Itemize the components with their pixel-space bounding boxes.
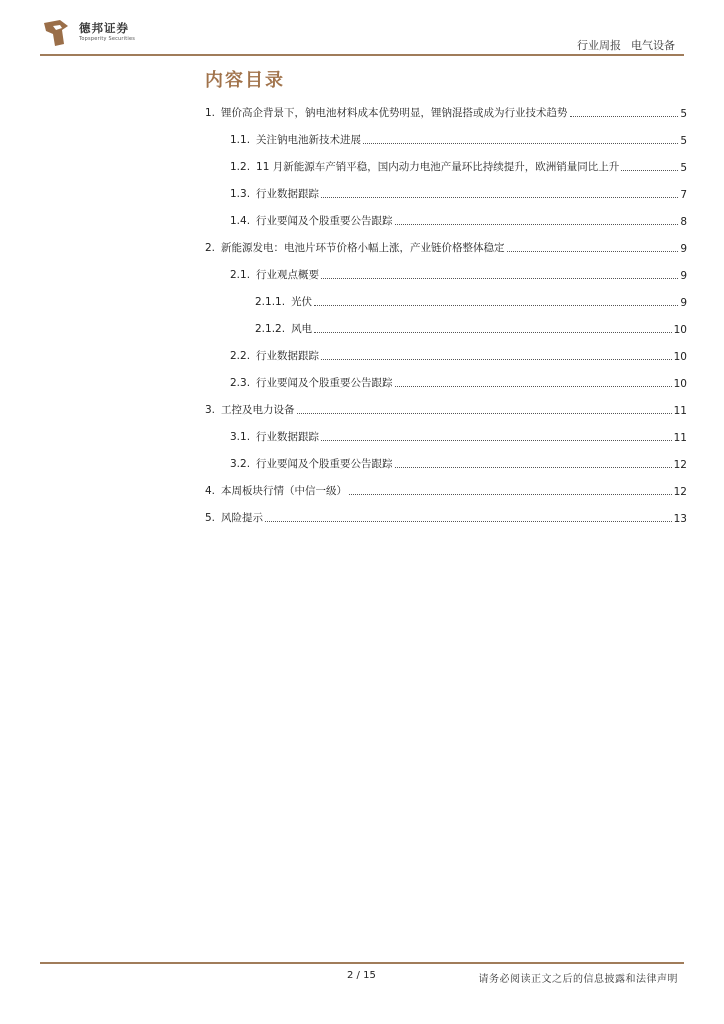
toc-entry-number: 1.3. [230, 188, 251, 200]
toc-entry-text: 本周板块行情（中信一级） [221, 485, 348, 497]
toc-entry-label [255, 321, 312, 336]
toc-entry[interactable] [205, 320, 687, 336]
toc-entry-text: 风险提示 [221, 512, 264, 524]
toc-entry-number: 5. [205, 512, 216, 524]
toc-entry[interactable] [205, 104, 687, 120]
toc-entry-number: 2.3. [230, 377, 251, 389]
toc-entry-text: 行业观点概要 [256, 269, 320, 281]
toc-leader-dots [321, 278, 678, 279]
toc-entry-page: 10 [673, 324, 687, 336]
toc-leader-dots [395, 467, 672, 468]
toc-entry-page: 13 [673, 513, 687, 525]
toc-entry[interactable] [205, 401, 687, 417]
toc-entry-text: 锂价高企背景下，钠电池材料成本优势明显，锂钠混搭或成为行业技术趋势 [221, 107, 568, 119]
toc-entry-label [205, 510, 263, 525]
toc-entry-label [205, 483, 347, 498]
toc-entry[interactable] [205, 239, 687, 255]
toc-entry-text: 新能源发电：电池片环节价格小幅上涨，产业链价格整体稳定 [221, 242, 505, 254]
toc-leader-dots [349, 494, 672, 495]
toc-entry[interactable] [205, 428, 687, 444]
sector-name: 电气设备 [631, 39, 675, 52]
toc-entry-text: 风电 [291, 323, 313, 335]
toc-entry-number: 2.2. [230, 350, 251, 362]
toc-leader-dots [395, 386, 672, 387]
toc-leader-dots [570, 116, 679, 117]
toc-entry-page: 5 [680, 135, 687, 147]
toc-entry-number: 2.1.2. [255, 323, 286, 335]
toc-entry-label [230, 159, 619, 174]
page-number: 2 / 15 [347, 970, 376, 981]
toc-entry-number: 2.1.1. [255, 296, 286, 308]
company-logo-mark-icon [40, 17, 72, 49]
toc-leader-dots [321, 359, 672, 360]
toc-entry-label [230, 429, 319, 444]
toc-entry-text: 行业数据跟踪 [256, 350, 320, 362]
toc-entry-page: 9 [680, 243, 687, 255]
toc-entry[interactable] [205, 212, 687, 228]
report-type: 行业周报 [577, 39, 621, 52]
toc-entry-page: 11 [673, 432, 687, 444]
toc-entry[interactable] [205, 509, 687, 525]
toc-title: 内容目录 [205, 70, 285, 91]
toc-entry-page: 5 [680, 162, 687, 174]
toc-entry-label [230, 267, 319, 282]
toc-entry-number: 1.1. [230, 134, 251, 146]
toc-entry-page: 12 [673, 486, 687, 498]
toc-leader-dots [363, 143, 678, 144]
company-logo [40, 17, 160, 49]
toc-entry-page: 11 [673, 405, 687, 417]
toc-leader-dots [314, 332, 672, 333]
toc-entry-text: 行业要闻及个股重要公告跟踪 [256, 458, 393, 470]
footer-divider [40, 962, 684, 964]
toc-entry-text: 行业要闻及个股重要公告跟踪 [256, 215, 393, 227]
toc-entry-number: 4. [205, 485, 216, 497]
toc-entry-number: 1.4. [230, 215, 251, 227]
report-header-info [567, 37, 675, 53]
company-name-cn: 德邦证券 [79, 21, 129, 35]
toc-entry[interactable] [205, 185, 687, 201]
toc-leader-dots [321, 440, 672, 441]
toc-leader-dots [621, 170, 678, 171]
toc-entry[interactable] [205, 482, 687, 498]
toc-entry-text: 行业数据跟踪 [256, 188, 320, 200]
header-divider [40, 54, 684, 56]
toc-entry-number: 2. [205, 242, 216, 254]
toc-entry-label [230, 456, 393, 471]
toc-entry-page: 12 [673, 459, 687, 471]
toc-entry-label [230, 186, 319, 201]
toc-entry-page: 9 [680, 297, 687, 309]
toc-entry-number: 3. [205, 404, 216, 416]
toc-entry-label [230, 213, 393, 228]
toc-leader-dots [265, 521, 672, 522]
toc-entry[interactable] [205, 374, 687, 390]
toc-entry-text: 行业要闻及个股重要公告跟踪 [256, 377, 393, 389]
toc-entry-text: 11 月新能源车产销平稳，国内动力电池产量环比持续提升，欧洲销量同比上升 [256, 161, 620, 173]
toc-leader-dots [314, 305, 678, 306]
toc-leader-dots [297, 413, 672, 414]
toc-entry-number: 2.1. [230, 269, 251, 281]
toc-entry-text: 光伏 [291, 296, 313, 308]
toc-entry-page: 5 [680, 108, 687, 120]
toc-entry-label [205, 240, 505, 255]
toc-entry-text: 关注钠电池新技术进展 [256, 134, 362, 146]
toc-entry-label [230, 348, 319, 363]
toc-entry-number: 1. [205, 107, 216, 119]
toc-entry-label [205, 105, 568, 120]
toc-entry-page: 10 [673, 351, 687, 363]
toc-entry[interactable] [205, 266, 687, 282]
legal-disclaimer: 请务必阅读正文之后的信息披露和法律声明 [478, 974, 678, 985]
toc-leader-dots [395, 224, 679, 225]
toc-leader-dots [321, 197, 678, 198]
toc-entry-label [255, 294, 312, 309]
toc-entry[interactable] [205, 293, 687, 309]
toc-entry-number: 3.1. [230, 431, 251, 443]
toc-entry-page: 9 [680, 270, 687, 282]
toc-entry-label [205, 402, 295, 417]
toc-entry[interactable] [205, 158, 687, 174]
toc-entry-page: 7 [680, 189, 687, 201]
company-name-en: Topsperity Securities [79, 36, 136, 42]
toc-entry-page: 10 [673, 378, 687, 390]
toc-entry-number: 1.2. [230, 161, 251, 173]
toc-leader-dots [507, 251, 679, 252]
toc-entry[interactable] [205, 131, 687, 147]
toc-entry-number: 3.2. [230, 458, 251, 470]
toc-entry-label [230, 375, 393, 390]
toc-entry[interactable] [205, 347, 687, 363]
toc-entry-page: 8 [680, 216, 687, 228]
toc-entry[interactable] [205, 455, 687, 471]
toc-entry-label [230, 132, 361, 147]
toc-entry-text: 工控及电力设备 [221, 404, 295, 416]
toc-entry-text: 行业数据跟踪 [256, 431, 320, 443]
